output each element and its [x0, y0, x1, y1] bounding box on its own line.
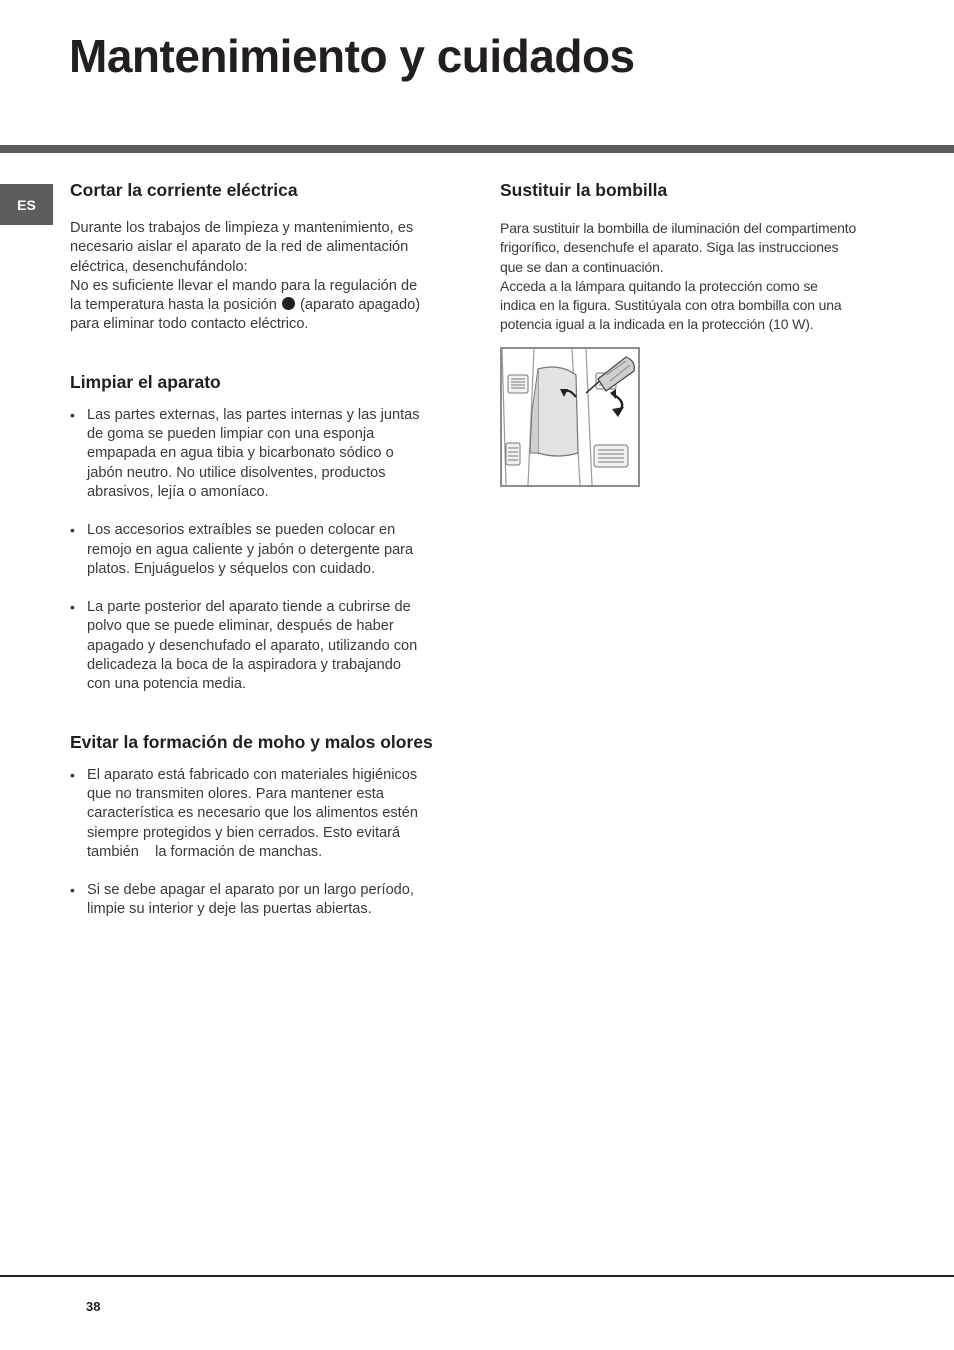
- vent-icon: [594, 445, 628, 467]
- footer-rule: [0, 1275, 954, 1277]
- lamp-illustration: [502, 349, 638, 485]
- language-tab: ES: [0, 184, 53, 225]
- paragraph-line: potencia igual a la indicada en la protección (10 W).: [500, 316, 814, 333]
- list-item-line: jabón neutro. No utilice disolventes, productos: [87, 464, 386, 481]
- section-heading: Cortar la corriente eléctrica: [70, 180, 298, 200]
- list-item-line: • Las partes externas, las partes internas y las juntas: [87, 406, 420, 423]
- left-column: [70, 179, 455, 920]
- list-item-line: • El aparato está fabricado con materiales higiénicos: [87, 766, 418, 783]
- list-item-line: • Si se debe apagar el aparato por un largo período,: [87, 882, 414, 899]
- list-item-line: platos. Enjuáguelos y séquelos con cuidado.: [87, 560, 376, 577]
- section-heading: Sustituir la bombilla: [500, 180, 668, 200]
- text-span: (aparato apagado): [295, 297, 421, 314]
- paragraph-line: necesario aislar el aparato de la red de alimentación: [70, 239, 409, 256]
- list-item-line: • La parte posterior del aparato tiende a cubrirse de: [87, 599, 411, 616]
- section-heading: Limpiar el aparato: [70, 371, 221, 392]
- list-item: [70, 766, 455, 862]
- paragraph-line: Acceda a la lámpara quitando la protección como se: [500, 277, 818, 294]
- paragraph-line: indica en la figura. Sustitúyala con otra bombilla con una: [500, 297, 842, 314]
- screwdriver-icon: [586, 357, 634, 393]
- list-item-line: también la formación de manchas.: [87, 843, 323, 860]
- page-number: 38: [86, 1299, 101, 1314]
- list-item-line: característica es necesario que los alimentos estén: [87, 805, 418, 822]
- list-item-line: polvo que se puede eliminar, después de haber: [87, 618, 394, 635]
- paragraph-line: que se dan a continuación.: [500, 258, 664, 275]
- section-cortar-corriente: [70, 179, 455, 335]
- paragraph-line: eléctrica, desenchufándolo:: [70, 258, 248, 275]
- list-item: [70, 406, 455, 502]
- paragraph-line: frigorífico, desenchufe el aparato. Siga las instrucciones: [500, 239, 839, 256]
- paragraph-line: No es suficiente llevar el mando para la regulación de: [70, 277, 418, 294]
- section-heading: Evitar la formación de moho y malos olores: [70, 731, 433, 752]
- paragraph-line: [70, 296, 455, 315]
- paragraph-line: Durante los trabajos de limpieza y mantenimiento, es: [70, 220, 414, 236]
- list-item-line: abrasivos, lejía o amoníaco.: [87, 483, 269, 500]
- paragraph-line: Para sustituir la bombilla de iluminación del compartimento: [500, 220, 857, 236]
- list-item-line: de goma se pueden limpiar con una esponja: [87, 426, 375, 443]
- section-evitar-moho: [70, 731, 455, 920]
- lamp-replacement-figure: [500, 347, 640, 487]
- list-item-line: apagado y desenchufado el aparato, utilizando con: [87, 637, 418, 654]
- list-item-line: delicadeza la boca de la aspiradora y trabajando: [87, 657, 401, 674]
- list-item-line: siempre protegidos y bien cerrados. Esto evitará: [87, 824, 401, 841]
- title-rule: [0, 145, 954, 153]
- list-item-line: empapada en agua tibia y bicarbonato sódico o: [87, 445, 394, 462]
- list-item: [70, 881, 455, 920]
- vent-icon: [506, 443, 520, 465]
- list-item: [70, 521, 455, 579]
- text-span: la temperatura hasta la posición: [70, 297, 281, 314]
- page-title: Mantenimiento y cuidados: [69, 30, 635, 82]
- vent-icon: [508, 375, 528, 393]
- list-item-line: que no transmiten olores. Para mantener esta: [87, 785, 384, 802]
- lamp-cover: [538, 367, 578, 456]
- right-column: [500, 179, 900, 335]
- list-item-line: limpie su interior y deje las puertas abiertas.: [87, 901, 372, 918]
- list-item-line: con una potencia media.: [87, 676, 247, 693]
- section-sustituir-bombilla: [500, 179, 900, 335]
- off-position-icon: [282, 297, 295, 310]
- paragraph-line: para eliminar todo contacto eléctrico.: [70, 316, 309, 333]
- list-item-line: remojo en agua caliente y jabón o detergente para: [87, 541, 414, 558]
- list-item: [70, 598, 455, 694]
- list-item-line: • Los accesorios extraíbles se pueden colocar en: [87, 522, 396, 539]
- section-limpiar-aparato: [70, 371, 455, 695]
